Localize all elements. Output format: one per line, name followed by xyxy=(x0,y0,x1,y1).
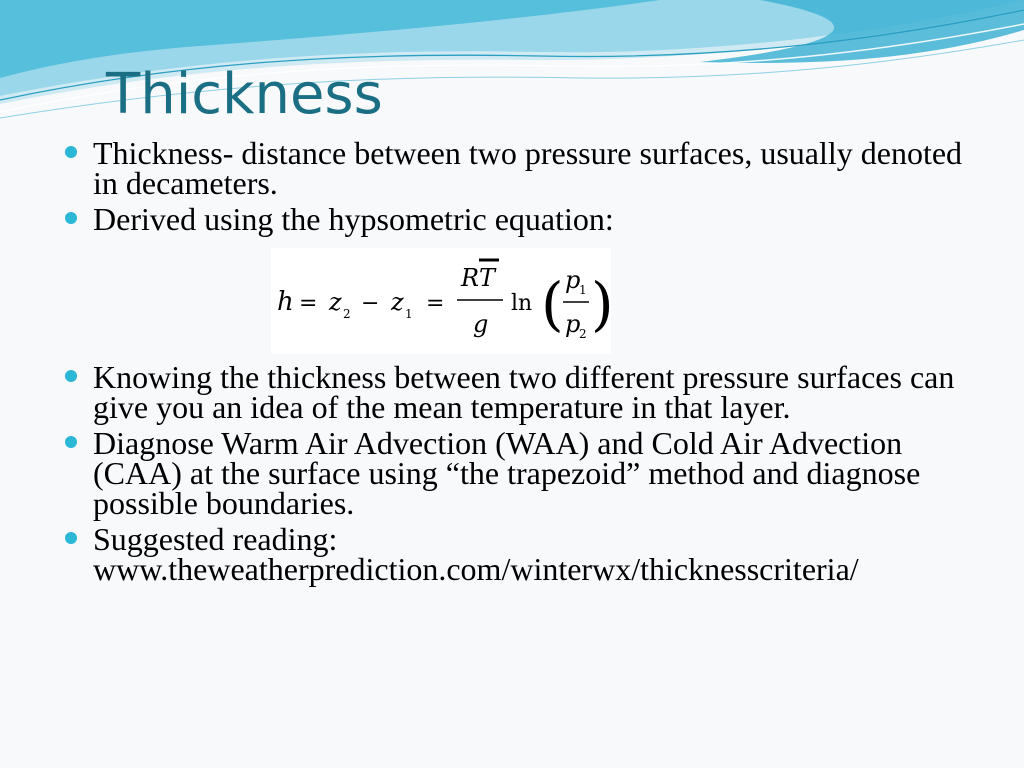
bullet-item-waa-caa xyxy=(64,425,994,521)
slide-title: Thickness xyxy=(106,62,383,127)
bullet-item-suggested-reading xyxy=(64,521,994,587)
bullet-text: Derived using the hypsometric equation: xyxy=(93,201,614,237)
bullet-list xyxy=(64,135,994,590)
eq-z2: z xyxy=(329,288,342,316)
eq-z1: z xyxy=(391,288,404,316)
eq-equals-2: = xyxy=(426,291,445,316)
bullet-item-hypsometric xyxy=(64,201,994,237)
bullet-text: Thickness- distance between two pressure surfaces, usually denoted in decameters. xyxy=(93,135,963,201)
eq-left-paren: ( xyxy=(541,270,564,338)
bullet-dot-icon xyxy=(65,436,77,448)
eq-h: h xyxy=(277,287,294,317)
bullet-text: Diagnose Warm Air Advection (WAA) and Cold Air Advection (CAA) at the surface using “the trapezoid” method and diagnose possible boundaries. xyxy=(93,425,921,521)
eq-R: R xyxy=(461,264,480,292)
bullet-dot-icon xyxy=(65,146,77,158)
hypsometric-equation-image xyxy=(271,248,614,354)
eq-T: T xyxy=(479,264,496,292)
eq-g: g xyxy=(473,310,489,338)
bullet-dot-icon xyxy=(65,532,77,544)
bullet-text: Knowing the thickness between two different pressure surfaces can give you an idea of the mean temperature in that layer. xyxy=(93,359,955,425)
eq-equals-1: = xyxy=(299,291,318,316)
eq-right-paren: ) xyxy=(591,270,614,338)
eq-ln: ln xyxy=(511,291,533,316)
bullet-item-thickness-definition xyxy=(64,135,994,201)
eq-p2-sub: 2 xyxy=(579,327,587,341)
eq-sub-1: 1 xyxy=(405,307,413,321)
bullet-text: Suggested reading: xyxy=(93,521,338,557)
bullet-item-mean-temperature xyxy=(64,359,994,425)
eq-p1-sub: 1 xyxy=(579,283,587,297)
eq-sub-2: 2 xyxy=(343,307,351,321)
eq-p2: p xyxy=(565,310,581,338)
bullet-dot-icon xyxy=(65,370,77,382)
eq-p1: p xyxy=(565,266,581,294)
eq-minus: − xyxy=(361,291,380,316)
bullet-dot-icon xyxy=(65,212,77,224)
reading-url-link[interactable]: www.theweatherprediction.com/winterwx/thicknesscriteria/ xyxy=(93,551,859,587)
